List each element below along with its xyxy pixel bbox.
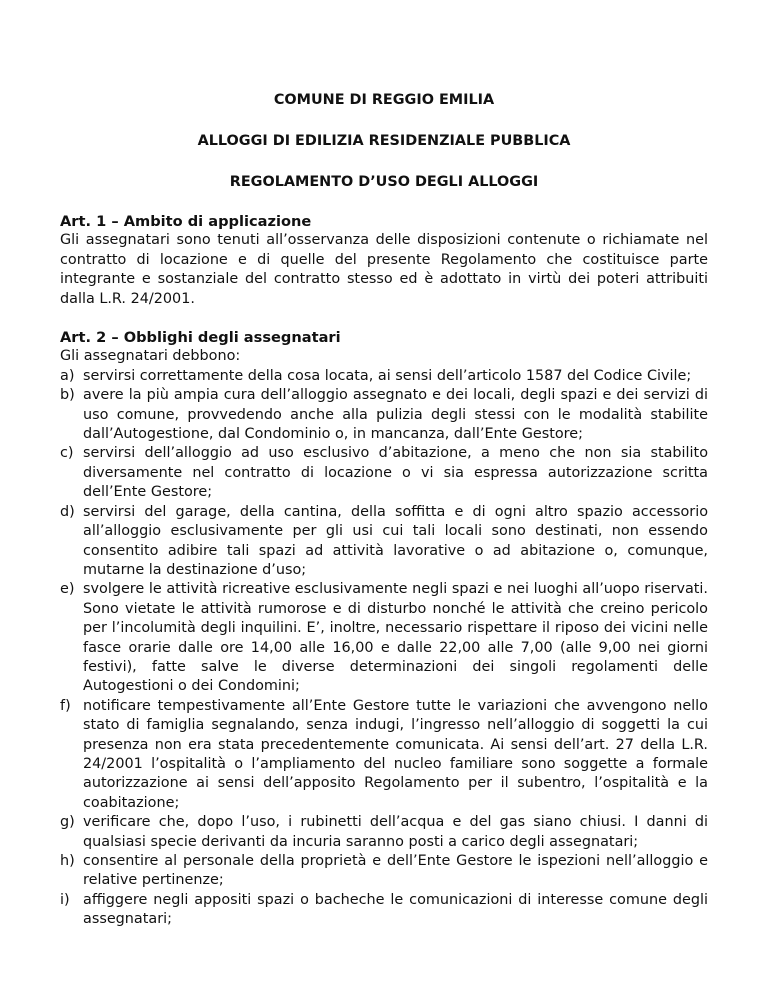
list-marker: b) (60, 387, 75, 404)
list-item (60, 444, 708, 502)
list-marker: h) (60, 853, 75, 869)
subject-heading: ALLOGGI DI EDILIZIA RESIDENZIALE PUBBLICA (197, 133, 571, 149)
list-item (60, 367, 708, 386)
art2-intro: Gli assegnatari debbono: (60, 348, 241, 365)
list-item (60, 852, 708, 891)
list-item-text: affiggere negli appositi spazi o bacheche le comunicazioni di interesse comune degli assegnatari; (83, 891, 708, 928)
list-item-text: verificare che, dopo l’uso, i rubinetti dell’acqua e del gas siano chiusi. I danni di qualsiasi specie derivanti da incuria saranno posti a carico degli assegnatari; (83, 814, 708, 850)
list-item (60, 503, 708, 581)
municipality-heading: COMUNE DI REGGIO EMILIA (273, 92, 495, 108)
list-marker: a) (60, 367, 75, 384)
obligations-list (60, 367, 708, 930)
list-item-text: notificare tempestivamente all’Ente Gestore tutte le variazioni che avvengono nello stato di famiglia segnalando, senza indugi, l’ingresso nell’alloggio di soggetti la cui presenza non era stata precedentemente comunicata. Ai sensi dell’art. 27 della L.R. 24/2001 l’ospitalità o l’ampliamento del nucleo familiare sono soggette a formale autorizzazione ai sensi dell’apposito Regolamento per il subentro, l’ospitalità e la coabitazione; (83, 697, 708, 811)
list-item-text: servirsi correttamente della cosa locata, ai sensi dell’articolo 1587 del Codice Civile; (83, 367, 692, 384)
list-marker: f) (60, 697, 71, 714)
list-marker: e) (60, 581, 75, 598)
list-item (60, 580, 708, 696)
list-item-text: servirsi dell’alloggio ad uso esclusivo d’abitazione, a meno che non sia stabilito diversamente nel contratto di locazione o vi sia espressa autorizzazione scritta dell’Ente Gestore; (83, 445, 708, 501)
list-item (60, 891, 708, 930)
list-marker: d) (60, 503, 75, 520)
list-marker: c) (60, 445, 74, 462)
list-marker: i) (60, 891, 70, 908)
list-item (60, 813, 708, 852)
list-item-text: consentire al personale della proprietà e dell’Ente Gestore le ispezioni nell’alloggio e relative pertinenze; (83, 853, 708, 889)
list-item-text: servirsi del garage, della cantina, della soffitta e di ogni altro spazio accessorio all’alloggio esclusivamente per gli usi cui tali locali sono destinati, non essendo consentito adibire tali spazi ad attività lavorative o ad abitazione o, comunque, mutarne la destinazione d’uso; (83, 503, 708, 578)
list-item-text: svolgere le attività ricreative esclusivamente negli spazi e nei luoghi all’uopo riservati. Sono vietate le attività rumorose e di disturbo nonché le attività che creino pericolo per l’incolumità degli inquilini. E’, inoltre, necessario rispettare il riposo dei vicini nelle fasce orarie dalle ore 14,00 alle 16,00 e dalle 22,00 alle 7,00 (alle 9,00 nei giorni festivi), fatte salve le diverse determinazioni dei singoli regolamenti delle Autogestioni o dei Condomini; (83, 581, 708, 695)
document-body (60, 212, 708, 930)
art1-title: Art. 1 – Ambito di applicazione (60, 213, 312, 230)
regulation-title: REGOLAMENTO D’USO DEGLI ALLOGGI (229, 174, 539, 190)
list-marker: g) (60, 814, 75, 831)
art2-title: Art. 2 – Obblighi degli assegnatari (60, 329, 341, 347)
list-item (60, 697, 708, 813)
list-item (60, 386, 708, 444)
list-item-text: avere la più ampia cura dell’alloggio assegnato e dei locali, degli spazi e dei servizi di uso comune, provvedendo anche alla pulizia degli stessi con le modalità stabilite dall’Autogestione, dal Condominio o, in mancanza, dall’Ente Gestore; (83, 387, 708, 443)
art1-body: Gli assegnatari sono tenuti all’osservanza delle disposizioni contenute o richiamate nel contratto di locazione e di quelle del presente Regolamento che costituisce parte integrante e sostanziale del contratto stesso ed è adottato in virtù dei poteri attribuiti dalla L.R. 24/2001. (60, 232, 708, 307)
